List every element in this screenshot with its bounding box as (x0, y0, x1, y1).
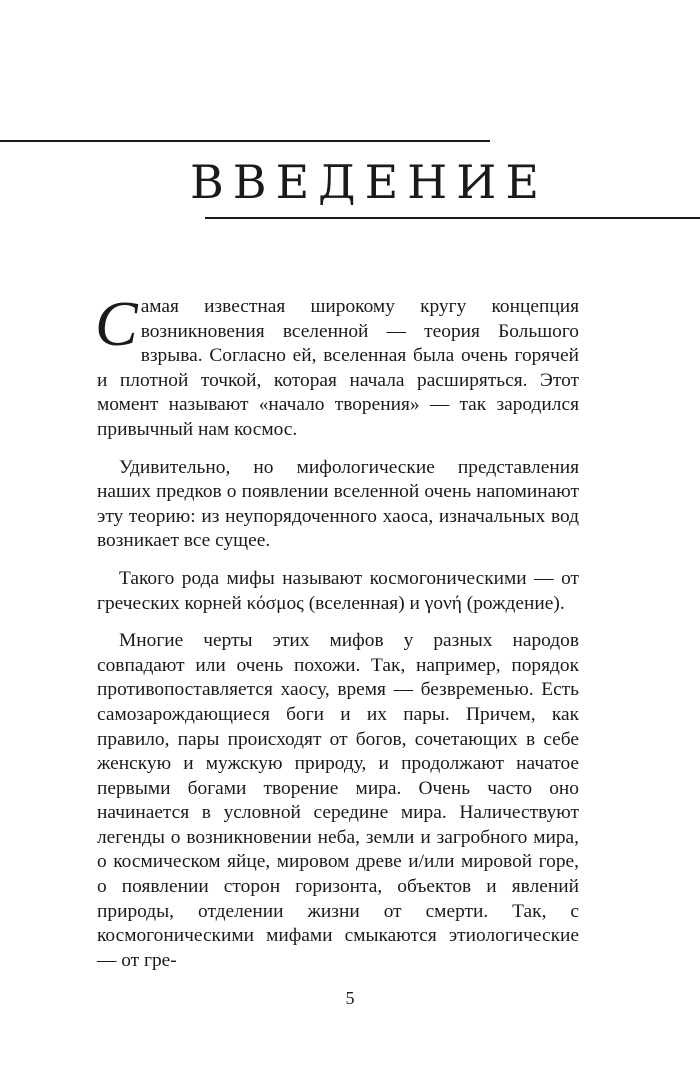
page-number: 5 (345, 988, 355, 1008)
body-text (95, 288, 579, 986)
paragraph-1-text: амая известная широкому кругу концепция возникновения вселенной — теория Большого взрыва. Согласно ей, вселенная была очень горячей и плотной точкой, которая начала расширяться. Этот момент называют «начало творения» — так зародился привычный нам космос. (97, 296, 579, 440)
paragraph-2: Удивительно, но мифологические представления наших предков о появлении вселенной очень напоминают эту теорию: из неупорядоченного хаоса, изначальных вод возникает все сущее. (97, 456, 579, 552)
paragraph-1 (95, 288, 579, 443)
top-divider-line (0, 140, 490, 142)
drop-cap: С (95, 288, 138, 359)
chapter-title: ВВЕДЕНИЕ (190, 155, 548, 209)
bottom-divider-line (205, 217, 700, 219)
paragraph-4: Многие черты этих мифов у разных народов совпадают или очень похожи. Так, например, порядок противопоставляется хаосу, время — безвременью. Есть самозарождающиеся боги и их пары. Причем, как правило, пары происходят от богов, сочетающих в себе женскую и мужскую природу, и продолжают начатое первыми богами творение мира. Очень часто оно начинается в условной середине мира. Наличествуют легенды о возникновении неба, земли и загробного мира, о космическом яйце, мировом древе и/или мировой горе, о появлении сторон горизонта, объектов и явлений природы, отделении жизни от смерти. Так, с космогоническими мифами смыкаются этиологические — от гре- (97, 630, 579, 971)
paragraph-3: Такого рода мифы называют космогоническими — от греческих корней κόσμος (вселенная) и γονή (рождение). (97, 567, 579, 614)
